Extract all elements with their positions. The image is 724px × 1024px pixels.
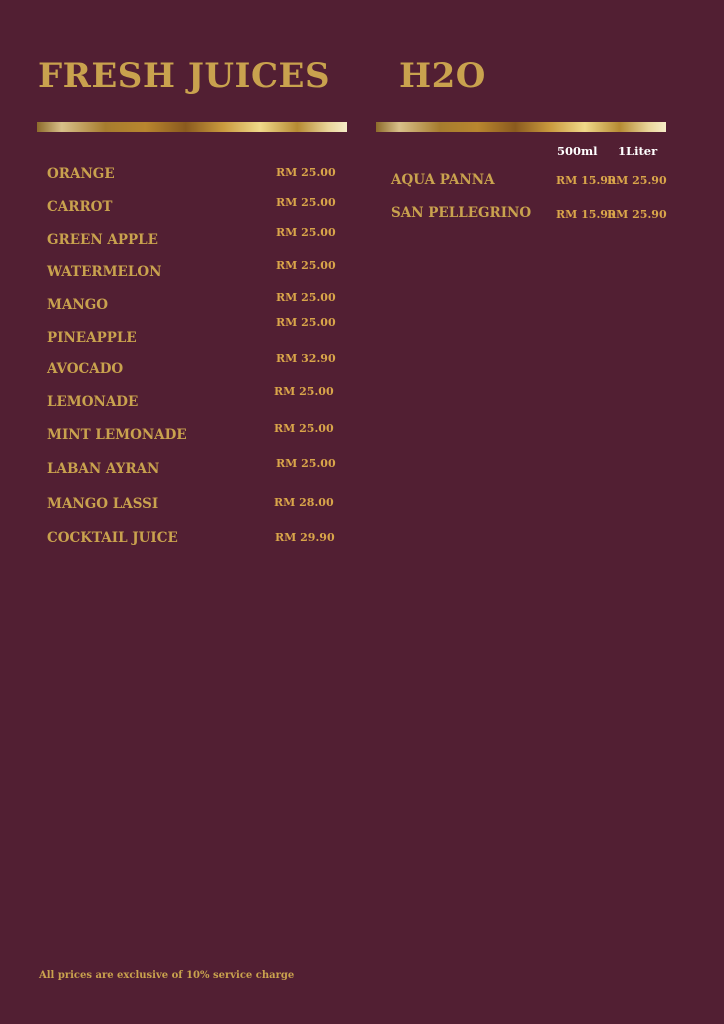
- menu-item-name: AQUA PANNA: [391, 172, 495, 188]
- menu-item-name: GREEN APPLE: [47, 232, 158, 248]
- fresh-juices-title: FRESH JUICES: [38, 56, 330, 96]
- menu-item-price: RM 32.90: [276, 352, 336, 365]
- menu-item-price: RM 29.90: [275, 531, 335, 544]
- juices-gold-divider: [37, 122, 347, 132]
- menu-item-price: RM 25.00: [276, 291, 336, 304]
- h2o-title: H2O: [399, 56, 486, 96]
- menu-item-price: RM 25.00: [274, 385, 334, 398]
- menu-item-name: MANGO: [47, 297, 109, 313]
- menu-item-price-500ml: RM 15.90: [556, 208, 616, 221]
- menu-item-price: RM 25.00: [276, 166, 336, 179]
- menu-item-name: WATERMELON: [47, 264, 162, 280]
- menu-item-name: MINT LEMONADE: [47, 427, 187, 443]
- menu-item-price-1liter: RM 25.90: [607, 174, 667, 187]
- menu-item-name: PINEAPPLE: [47, 330, 137, 346]
- menu-item-name: MANGO LASSI: [47, 496, 159, 512]
- menu-item-price: RM 25.00: [276, 457, 336, 470]
- menu-item-price: RM 25.00: [276, 259, 336, 272]
- menu-item-price: RM 25.00: [276, 316, 336, 329]
- column-header-500ml: 500ml: [557, 144, 598, 158]
- menu-item-name: ORANGE: [47, 166, 115, 182]
- menu-item-name: SAN PELLEGRINO: [391, 205, 532, 221]
- menu-item-price: RM 25.00: [276, 226, 336, 239]
- menu-item-name: CARROT: [47, 199, 113, 215]
- service-charge-note: All prices are exclusive of 10% service charge: [39, 970, 295, 981]
- menu-item-price-1liter: RM 25.90: [607, 208, 667, 221]
- menu-item-name: AVOCADO: [47, 361, 124, 377]
- menu-item-price-500ml: RM 15.90: [556, 174, 616, 187]
- menu-item-name: COCKTAIL JUICE: [47, 530, 178, 546]
- h2o-gold-divider: [376, 122, 666, 132]
- menu-item-name: LEMONADE: [47, 394, 139, 410]
- menu-item-price: RM 25.00: [276, 196, 336, 209]
- column-header-1liter: 1Liter: [618, 144, 658, 158]
- menu-item-price: RM 25.00: [274, 422, 334, 435]
- menu-item-price: RM 28.00: [274, 496, 334, 509]
- menu-item-name: LABAN AYRAN: [47, 461, 160, 477]
